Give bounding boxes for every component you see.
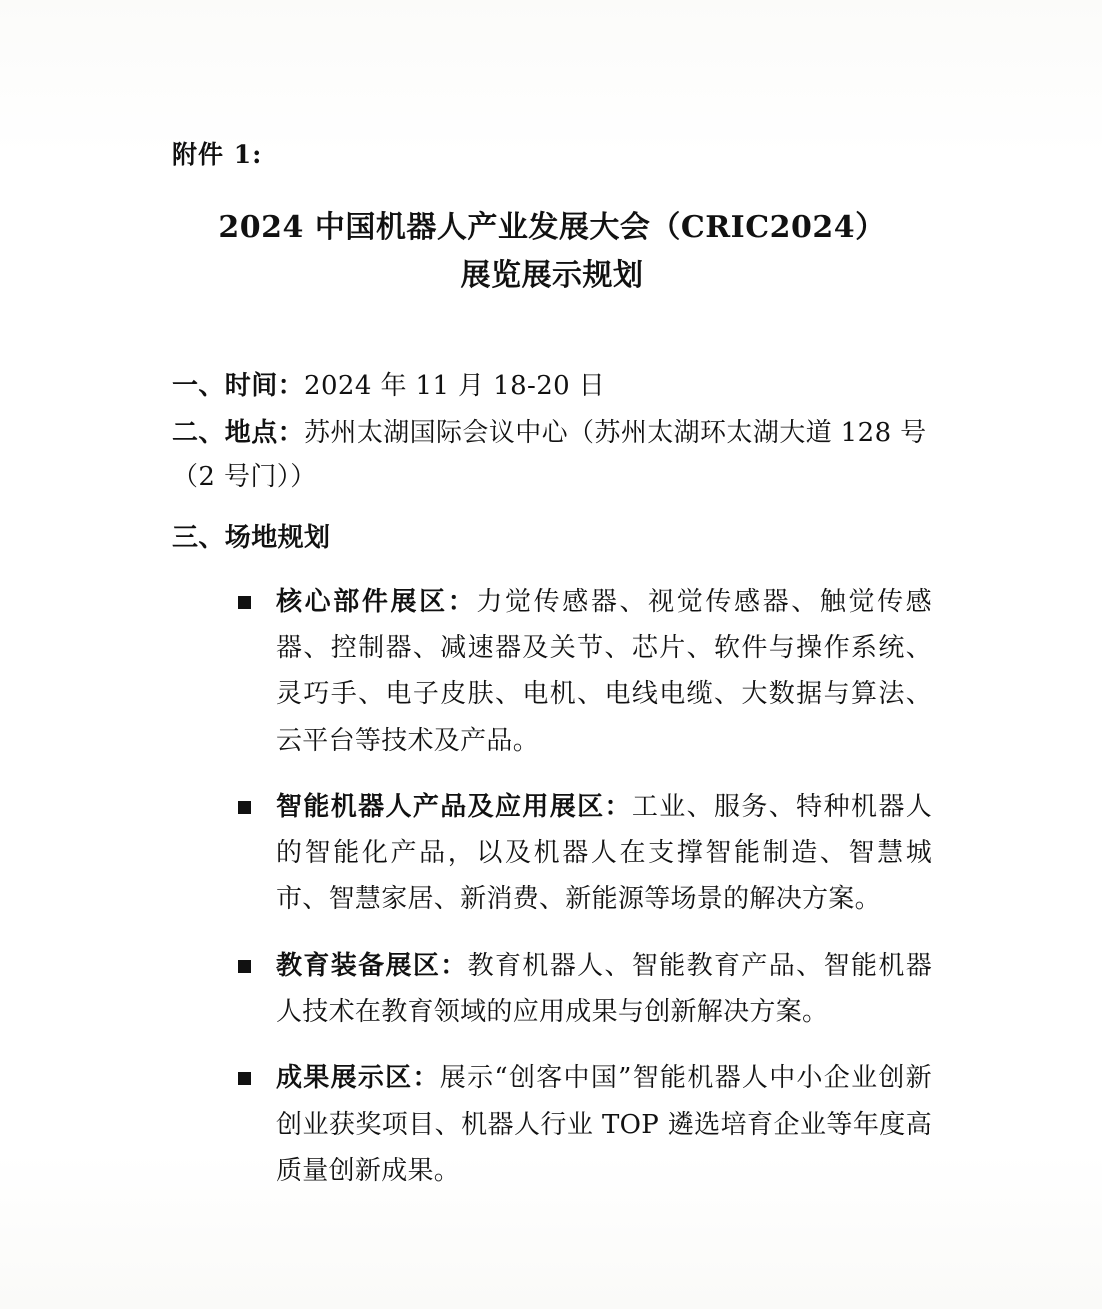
zone-body: 展示“创客中国”智能机器人中小企业创新创业获奖项目、机器人行业 TOP 遴选培育企业等年度高质量创新成果。 bbox=[276, 1063, 932, 1186]
square-bullet-icon bbox=[238, 596, 251, 609]
title-line-2: 展览展示规划 bbox=[460, 258, 644, 293]
document-content bbox=[172, 140, 932, 1214]
zone-body: 力觉传感器、视觉传感器、触觉传感器、控制器、减速器及关节、芯片、软件与操作系统、灵巧手、电子皮肤、电机、电线电缆、大数据与算法、云平台等技术及产品。 bbox=[276, 586, 932, 756]
zone-title: 成果展示区： bbox=[276, 1063, 440, 1094]
zone-title: 核心部件展区： bbox=[276, 586, 477, 617]
item-time-label: 一、时间： bbox=[172, 371, 305, 401]
item-time bbox=[172, 364, 932, 409]
attachment-label: 附件 1: bbox=[172, 140, 263, 169]
title-spacer bbox=[172, 300, 932, 364]
square-bullet-icon bbox=[238, 960, 251, 973]
square-bullet-icon bbox=[238, 801, 251, 814]
list-item bbox=[172, 784, 932, 923]
zone-body: 工业、服务、特种机器人的智能化产品，以及机器人在支撑智能制造、智慧城市、智慧家居、新消费、新能源等场景的解决方案。 bbox=[276, 791, 932, 915]
square-bullet-icon bbox=[238, 1072, 251, 1085]
item-time-value: 2024 年 11 月 18-20 日 bbox=[304, 371, 606, 401]
list-item bbox=[172, 1055, 932, 1194]
zone-title: 智能机器人产品及应用展区： bbox=[276, 791, 632, 822]
zone-body: 教育机器人、智能教育产品、智能机器人技术在教育领域的应用成果与创新解决方案。 bbox=[276, 950, 932, 1027]
item-place-value: 苏州太湖国际会议中心（苏州太湖环太湖大道 128 号（2 号门）） bbox=[172, 417, 927, 493]
venue-planning-heading: 三、场地规划 bbox=[172, 523, 331, 554]
list-item bbox=[172, 943, 932, 1036]
page-title bbox=[202, 204, 902, 300]
item-place-label: 二、地点： bbox=[172, 417, 305, 448]
item-place bbox=[172, 411, 932, 500]
list-item bbox=[172, 579, 932, 764]
exhibition-zone-list bbox=[172, 579, 932, 1194]
zone-title: 教育装备展区： bbox=[276, 950, 468, 981]
title-line-1: 2024 中国机器人产业发展大会（CRIC2024） bbox=[218, 210, 886, 245]
